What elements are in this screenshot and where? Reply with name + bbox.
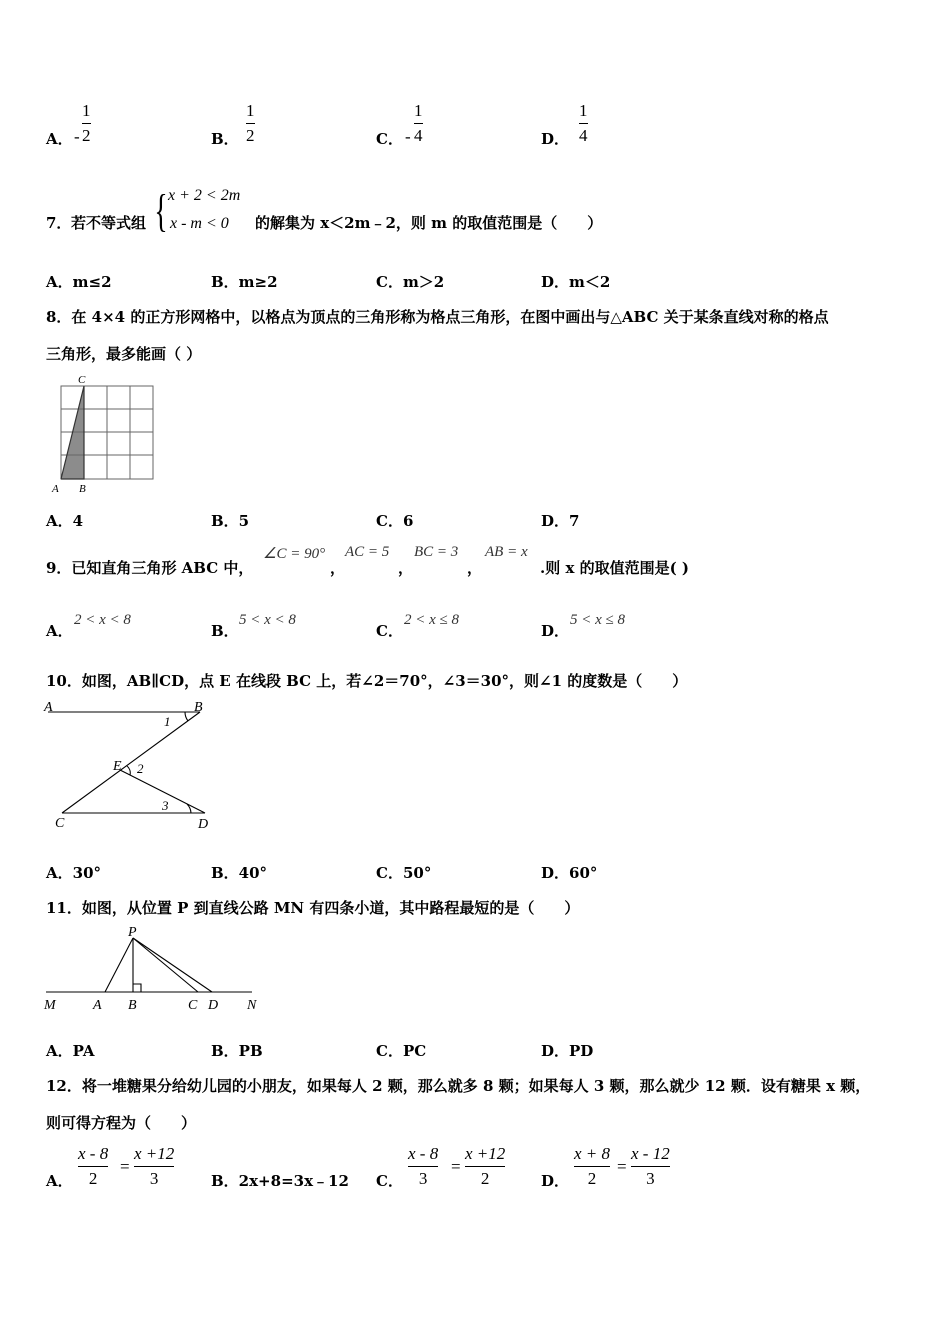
q10-label-angle-1: 1 bbox=[164, 714, 171, 729]
q12-option-a-left-numerator: x - 8 bbox=[78, 1144, 109, 1163]
q10-label-b: B bbox=[194, 700, 203, 715]
q7-tail: 的解集为 x＜2m﹣2，则 m 的取值范围是（ ） bbox=[255, 214, 603, 232]
q11-option-b: B．PB bbox=[211, 1042, 263, 1060]
q9-option-c-label: C． bbox=[376, 622, 403, 640]
q7-inequality-1: x + 2 < 2m bbox=[168, 187, 241, 204]
q10-text: 10．如图，AB∥CD，点 E 在线段 BC 上，若∠2＝70°，∠3＝30°，则∠1 的度数是（ ） bbox=[46, 672, 688, 690]
q6-option-a-label: A． bbox=[46, 130, 73, 148]
q10-label-e: E bbox=[113, 759, 122, 774]
q6-option-c-fraction bbox=[414, 101, 423, 146]
q12-text-line1: 12．将一堆糖果分给幼儿园的小朋友，如果每人 2 颗，那么就多 8 颗；如果每人 3 颗，那么就少 12 颗．设有糖果 x 颗， bbox=[46, 1077, 871, 1095]
q9-option-b-expr: 5 < x < 8 bbox=[239, 612, 296, 628]
q7-number: 7． bbox=[46, 214, 72, 232]
q12-option-c-equals: = bbox=[451, 1157, 461, 1176]
q6-option-b-denominator: 2 bbox=[246, 126, 255, 145]
q6-option-d-label: D． bbox=[541, 130, 570, 148]
q12-option-a-right-numerator: x +12 bbox=[134, 1144, 175, 1163]
q10-label-a: A bbox=[44, 700, 53, 715]
q6-option-b-label: B． bbox=[211, 130, 239, 148]
q6-option-d-numerator: 1 bbox=[579, 101, 588, 120]
q12-option-c-left-denominator: 3 bbox=[418, 1169, 428, 1188]
q8-option-c: C．6 bbox=[376, 512, 414, 530]
q12-text-line2: 则可得方程为（ ） bbox=[46, 1114, 197, 1132]
q10-option-c: C．50° bbox=[376, 864, 432, 882]
q11-option-d: D．PD bbox=[541, 1042, 594, 1060]
q11-paths-figure bbox=[40, 922, 270, 1014]
q12-option-c-right-numerator: x +12 bbox=[465, 1144, 506, 1163]
q11-label-n: N bbox=[247, 998, 257, 1013]
q8-label-b: B bbox=[79, 483, 86, 495]
q11-label-p: P bbox=[128, 925, 137, 940]
q9-condition-ab: AB = x bbox=[485, 544, 528, 560]
q11-path-pc bbox=[133, 938, 198, 992]
q11-label-c: C bbox=[188, 998, 198, 1013]
q9-condition-angle: ∠C = 90° bbox=[263, 546, 326, 562]
q9-comma-1: ， bbox=[330, 559, 346, 577]
q8-label-c: C bbox=[78, 374, 86, 386]
q12-option-c-left-numerator: x - 8 bbox=[408, 1144, 439, 1163]
q12-option-a-right-denominator: 3 bbox=[149, 1169, 159, 1188]
q6-option-b-numerator: 1 bbox=[246, 101, 255, 120]
q9-option-c-expr: 2 < x ≤ 8 bbox=[404, 612, 460, 628]
q6-option-a-sign: - bbox=[74, 127, 80, 146]
q12-option-d-label: D． bbox=[541, 1172, 570, 1190]
q12-option-d-left-numerator: x + 8 bbox=[574, 1144, 611, 1163]
q6-option-c-sign: - bbox=[405, 127, 411, 146]
q7-option-a: A．m≤2 bbox=[46, 273, 112, 291]
q11-text: 11．如图，从位置 P 到直线公路 MN 有四条小道，其中路程最短的是（ ） bbox=[46, 899, 580, 917]
q9-comma-3: ， bbox=[467, 559, 483, 577]
q6-option-c-denominator: 4 bbox=[414, 126, 423, 145]
q12-option-a-equals: = bbox=[120, 1157, 130, 1176]
q12-option-a-right-fraction bbox=[134, 1144, 174, 1189]
q10-label-d: D bbox=[198, 817, 209, 832]
q10-option-b: B．40° bbox=[211, 864, 268, 882]
q6-option-a-denominator: 2 bbox=[82, 126, 91, 145]
q12-option-d-left-fraction bbox=[574, 1144, 610, 1189]
q6-option-a-numerator: 1 bbox=[82, 101, 91, 120]
q6-option-b-fraction bbox=[246, 101, 255, 146]
q12-option-a-label: A． bbox=[46, 1172, 73, 1190]
q12-option-d-equals: = bbox=[617, 1157, 627, 1176]
q9-option-d-label: D． bbox=[541, 622, 570, 640]
q9-option-a-expr: 2 < x < 8 bbox=[74, 612, 131, 628]
q7-lead: 若不等式组 bbox=[71, 214, 147, 232]
q9-condition-ac: AC = 5 bbox=[345, 544, 390, 560]
q12-option-c-label: C． bbox=[376, 1172, 403, 1190]
q7-option-b: B．m≥2 bbox=[211, 273, 278, 291]
q8-option-b: B．5 bbox=[211, 512, 250, 530]
q8-text-line1: 8．在 4×4 的正方形网格中，以格点为顶点的三角形称为格点三角形，在图中画出与△ABC 关于某条直线对称的格点 bbox=[46, 308, 829, 326]
q10-label-angle-2: 2 bbox=[137, 761, 144, 776]
q10-line-bc bbox=[62, 712, 200, 813]
q10-parallel-lines-figure bbox=[40, 697, 230, 835]
q9-option-a-label: A． bbox=[46, 622, 73, 640]
q8-text-line2: 三角形，最多能画（ ） bbox=[46, 345, 202, 363]
q12-option-c-right-denominator: 2 bbox=[480, 1169, 490, 1188]
q6-option-a-fraction bbox=[82, 101, 91, 146]
q11-label-d: D bbox=[208, 998, 219, 1013]
q10-angle-1-arc bbox=[185, 712, 188, 721]
q12-option-c-left-fraction bbox=[408, 1144, 438, 1189]
q8-option-d: D．7 bbox=[541, 512, 580, 530]
q6-option-c-numerator: 1 bbox=[414, 101, 423, 120]
q6-option-c-label: C． bbox=[376, 130, 403, 148]
q9-comma-2: ， bbox=[398, 559, 414, 577]
q6-option-d-denominator: 4 bbox=[579, 126, 588, 145]
q7-option-d: D．m＜2 bbox=[541, 273, 611, 291]
q11-option-c: C．PC bbox=[376, 1042, 427, 1060]
q9-condition-bc: BC = 3 bbox=[414, 544, 459, 560]
q7-inequality-2: x - m < 0 bbox=[170, 215, 229, 232]
q12-option-d-right-numerator: x - 12 bbox=[631, 1144, 670, 1163]
q7-brace: { bbox=[154, 185, 168, 236]
q11-label-a: A bbox=[93, 998, 102, 1013]
q12-option-d-left-denominator: 2 bbox=[587, 1169, 597, 1188]
q11-label-m: M bbox=[44, 998, 56, 1013]
q9-lead: 9．已知直角三角形 ABC 中， bbox=[46, 559, 254, 577]
q10-option-a: A．30° bbox=[46, 864, 102, 882]
q11-option-a: A．PA bbox=[46, 1042, 95, 1060]
q12-option-d-right-denominator: 3 bbox=[646, 1169, 655, 1188]
q12-option-b: B．2x+8=3x﹣12 bbox=[211, 1172, 349, 1190]
q11-path-pd bbox=[133, 938, 212, 992]
q9-tail: .则 x 的取值范围是( ) bbox=[540, 559, 690, 577]
q11-right-angle-mark bbox=[133, 984, 141, 992]
q11-label-b: B bbox=[128, 998, 137, 1013]
q7-option-c: C．m＞2 bbox=[376, 273, 445, 291]
q8-grid-figure bbox=[46, 372, 162, 496]
q12-option-a-left-fraction bbox=[78, 1144, 108, 1189]
q10-label-angle-3: 3 bbox=[162, 798, 169, 813]
q10-label-c: C bbox=[55, 816, 65, 831]
q9-option-b-label: B． bbox=[211, 622, 239, 640]
q12-option-d-right-fraction bbox=[631, 1144, 670, 1189]
q12-option-a-left-denominator: 2 bbox=[88, 1169, 98, 1188]
q11-path-pa bbox=[105, 938, 133, 992]
q8-label-a: A bbox=[52, 483, 59, 495]
q12-option-c-right-fraction bbox=[465, 1144, 505, 1189]
q10-option-d: D．60° bbox=[541, 864, 598, 882]
q9-option-d-expr: 5 < x ≤ 8 bbox=[570, 612, 626, 628]
q6-option-d-fraction bbox=[579, 101, 588, 146]
q8-option-a: A．4 bbox=[46, 512, 84, 530]
